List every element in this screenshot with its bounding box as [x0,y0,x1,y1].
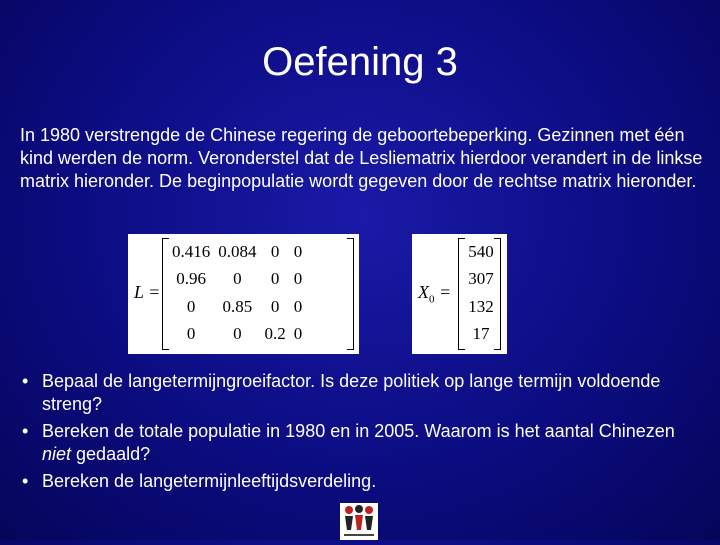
question-text: Bepaal de langetermijngroeifactor. Is deze politiek op lange termijn voldoende streng? [42,371,661,414]
people-logo-icon [340,503,378,540]
slide-title: Oefening 3 [262,40,458,84]
matrix-l-row [168,293,306,321]
matrix-x0-label-eq: = [439,282,452,302]
matrix-x0-label-sub: 0 [429,293,435,306]
bullet-marker: • [22,471,29,491]
matrix-l-cell: 0 [233,324,242,344]
bullet-marker: • [22,421,29,441]
matrix-x0-label [418,282,451,306]
matrix-l-cell: 0 [293,296,303,316]
matrix-l-cell: 0 [293,241,303,261]
matrix-l-cell: 0 [270,269,280,289]
initial-population-vector [412,234,507,354]
matrix-l-row [168,321,306,349]
matrix-l-cell: 0 [186,324,196,344]
matrix-l-cell: 0.416 [172,241,211,261]
matrix-l-row [168,266,306,294]
matrix-l-cell: 0 [293,269,303,289]
matrix-x0-cell: 540 [468,241,494,261]
matrix-l-cell: 0 [270,241,280,261]
matrix-x0-right-bracket [494,238,501,350]
question-text: Bereken de totale populatie in 1980 en in 2005. Waarom is het aantal Chinezen [42,421,675,441]
matrix-l-cell: 0.084 [218,241,257,261]
matrix-x0-cell: 17 [472,324,490,344]
intro-text: In 1980 verstrengde de Chinese regering de geboortebeperking. Gezinnen met één kind werden de norm. Veronderstel dat de Lesliematrix hierdoor verandert in de linkse matrix hieronder. De beginpopulatie wordt gegeven door de rechtse matrix hieronder. [20,125,703,191]
question-item [20,470,700,493]
matrix-l-label: L = [134,282,161,302]
matrix-l-cell: 0 [293,324,303,344]
matrix-l-body [168,238,306,348]
matrix-l-cell: 0 [186,296,196,316]
question-text: Bereken de langetermijnleeftijdsverdeling. [42,471,377,491]
matrix-x0-label-main: X [418,282,429,302]
matrix-l-right-bracket [347,238,354,350]
matrix-l-row [168,238,306,266]
matrix-l-cell: 0 [270,296,280,316]
bullet-marker: • [22,371,29,391]
matrix-l-cell: 0.96 [176,269,206,289]
matrix-x0-cell: 307 [468,269,494,289]
matrix-x0-cell: 132 [468,296,494,316]
question-list [20,370,700,497]
matrix-l-cell: 0.2 [264,324,286,344]
leslie-matrix [128,234,359,354]
question-emphasis: niet [42,444,72,464]
question-item [20,370,700,416]
matrix-l-cell: 0.85 [222,296,253,316]
question-item [20,420,700,466]
matrix-l-table [168,238,306,348]
question-text: gedaald? [71,444,151,464]
matrix-l-cell: 0 [233,269,242,289]
